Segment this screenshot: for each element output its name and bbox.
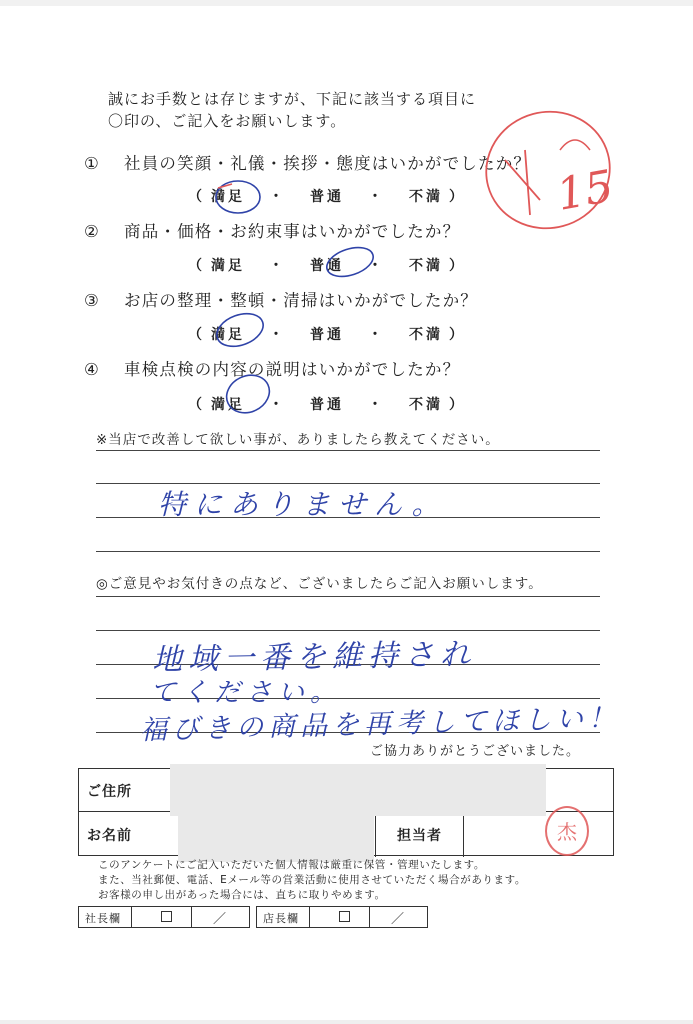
choice-separator: ・: [269, 327, 286, 343]
privacy-note-line-2: また、当社郵便、電話、Eメール等の営業活動に使用させていただく場合があります。: [98, 874, 526, 886]
manager-date-slash: ／: [391, 912, 405, 927]
question-1-choices: [188, 186, 466, 206]
staff-label: 担当者: [397, 828, 442, 844]
q4-choice-unsatisfied[interactable]: 不満: [409, 397, 443, 413]
opinion-answer-line-2[interactable]: てください。: [150, 678, 343, 708]
choice-open: （: [188, 327, 205, 343]
table-divider: [131, 907, 132, 927]
q2-choice-normal[interactable]: 普通: [310, 258, 344, 274]
q3-choice-satisfied[interactable]: 満足: [211, 327, 245, 343]
question-1-number: ①: [84, 154, 100, 173]
stamp-text: 杰: [557, 820, 577, 844]
intro-line-1: 誠にお手数とは存じますが、下記に該当する項目に: [108, 90, 477, 108]
choice-close: ）: [449, 327, 466, 343]
table-divider: [191, 907, 192, 927]
table-divider: [369, 907, 370, 927]
q2-choice-unsatisfied[interactable]: 不満: [409, 258, 443, 274]
manager-checkbox[interactable]: [339, 911, 350, 922]
choice-separator: ・: [269, 189, 286, 205]
question-4: [84, 356, 460, 380]
question-2-number: ②: [84, 222, 100, 241]
question-3-number: ③: [84, 291, 100, 310]
president-check-box: [78, 906, 250, 928]
ruled-line: [96, 551, 600, 552]
table-divider: [375, 811, 376, 857]
ruled-line: [96, 450, 600, 451]
president-date-slash: ／: [213, 912, 227, 927]
q4-choice-satisfied[interactable]: 満足: [211, 397, 245, 413]
opinion-answer-line-3[interactable]: 福びきの商品を再考してほしい！: [139, 702, 621, 747]
intro-line-2: 〇印の、ご記入をお願いします。: [108, 112, 347, 130]
staff-seal-stamp: [545, 806, 589, 856]
table-divider: [463, 811, 464, 857]
q2-choice-satisfied[interactable]: 満足: [211, 258, 245, 274]
question-2-choices: [188, 255, 466, 275]
question-3-choices: [188, 324, 466, 344]
q1-choice-unsatisfied[interactable]: 不満: [409, 189, 443, 205]
name-redacted[interactable]: [178, 816, 374, 862]
address-label: ご住所: [87, 784, 132, 800]
privacy-note-line-1: このアンケートにご記入いただいた個人情報は厳重に保管・管理いたします。: [98, 859, 486, 871]
question-4-text: 車検点検の内容の説明はいかがでしたか？: [124, 360, 461, 379]
q3-choice-normal[interactable]: 普通: [310, 327, 344, 343]
choice-separator: ・: [368, 327, 385, 343]
choice-separator: ・: [368, 397, 385, 413]
ruled-line: [96, 596, 600, 597]
president-checkbox[interactable]: [161, 911, 172, 922]
choice-separator: ・: [269, 397, 286, 413]
table-divider: [309, 907, 310, 927]
choice-separator: ・: [368, 189, 385, 205]
privacy-note-line-3: お客様の申し出があった場合には、直ちに取りやめます。: [98, 889, 386, 901]
scan-edge: [0, 0, 693, 6]
improvement-title: ※当店で改善して欲しい事が、ありましたら教えてください。: [96, 432, 500, 448]
question-2-text: 商品・価格・お約束事はいかがでしたか？: [124, 222, 461, 241]
q1-choice-normal[interactable]: 普通: [310, 189, 344, 205]
opinions-title: ◎ご意見やお気付きの点など、ございましたらご記入お願いします。: [96, 576, 543, 592]
q4-choice-normal[interactable]: 普通: [310, 397, 344, 413]
thanks-text: ご協力ありがとうございました。: [370, 744, 581, 759]
improvement-answer[interactable]: 特にありません。: [158, 488, 448, 521]
question-3: [84, 287, 478, 311]
choice-open: （: [188, 397, 205, 413]
question-3-text: お店の整理・整頓・清掃はいかがでしたか？: [124, 291, 478, 310]
choice-open: （: [188, 189, 205, 205]
choice-close: ）: [449, 397, 466, 413]
choice-close: ）: [449, 258, 466, 274]
red-stroke: [560, 140, 590, 150]
intro-text: [108, 88, 476, 132]
choice-open: （: [188, 258, 205, 274]
q3-choice-unsatisfied[interactable]: 不満: [409, 327, 443, 343]
address-redacted[interactable]: [170, 764, 546, 816]
question-2: [84, 218, 460, 242]
question-4-number: ④: [84, 360, 100, 379]
opinion-answer-line-1[interactable]: 地域一番を維持され: [151, 637, 477, 678]
choice-separator: ・: [368, 258, 385, 274]
question-4-choices: [188, 394, 466, 414]
president-label: 社長欄: [85, 912, 121, 925]
privacy-notes: [98, 858, 526, 903]
manager-check-box: [256, 906, 428, 928]
red-annotation-number: 15: [553, 160, 618, 221]
choice-close: ）: [449, 189, 466, 205]
scan-edge: [0, 1020, 693, 1024]
question-1: [84, 150, 531, 174]
question-1-text: 社員の笑顔・礼儀・挨拶・態度はいかがでしたか？: [124, 154, 532, 173]
choice-separator: ・: [269, 258, 286, 274]
name-label: お名前: [87, 828, 132, 844]
manager-label: 店長欄: [263, 912, 299, 925]
q1-choice-satisfied[interactable]: 満足: [211, 189, 245, 205]
